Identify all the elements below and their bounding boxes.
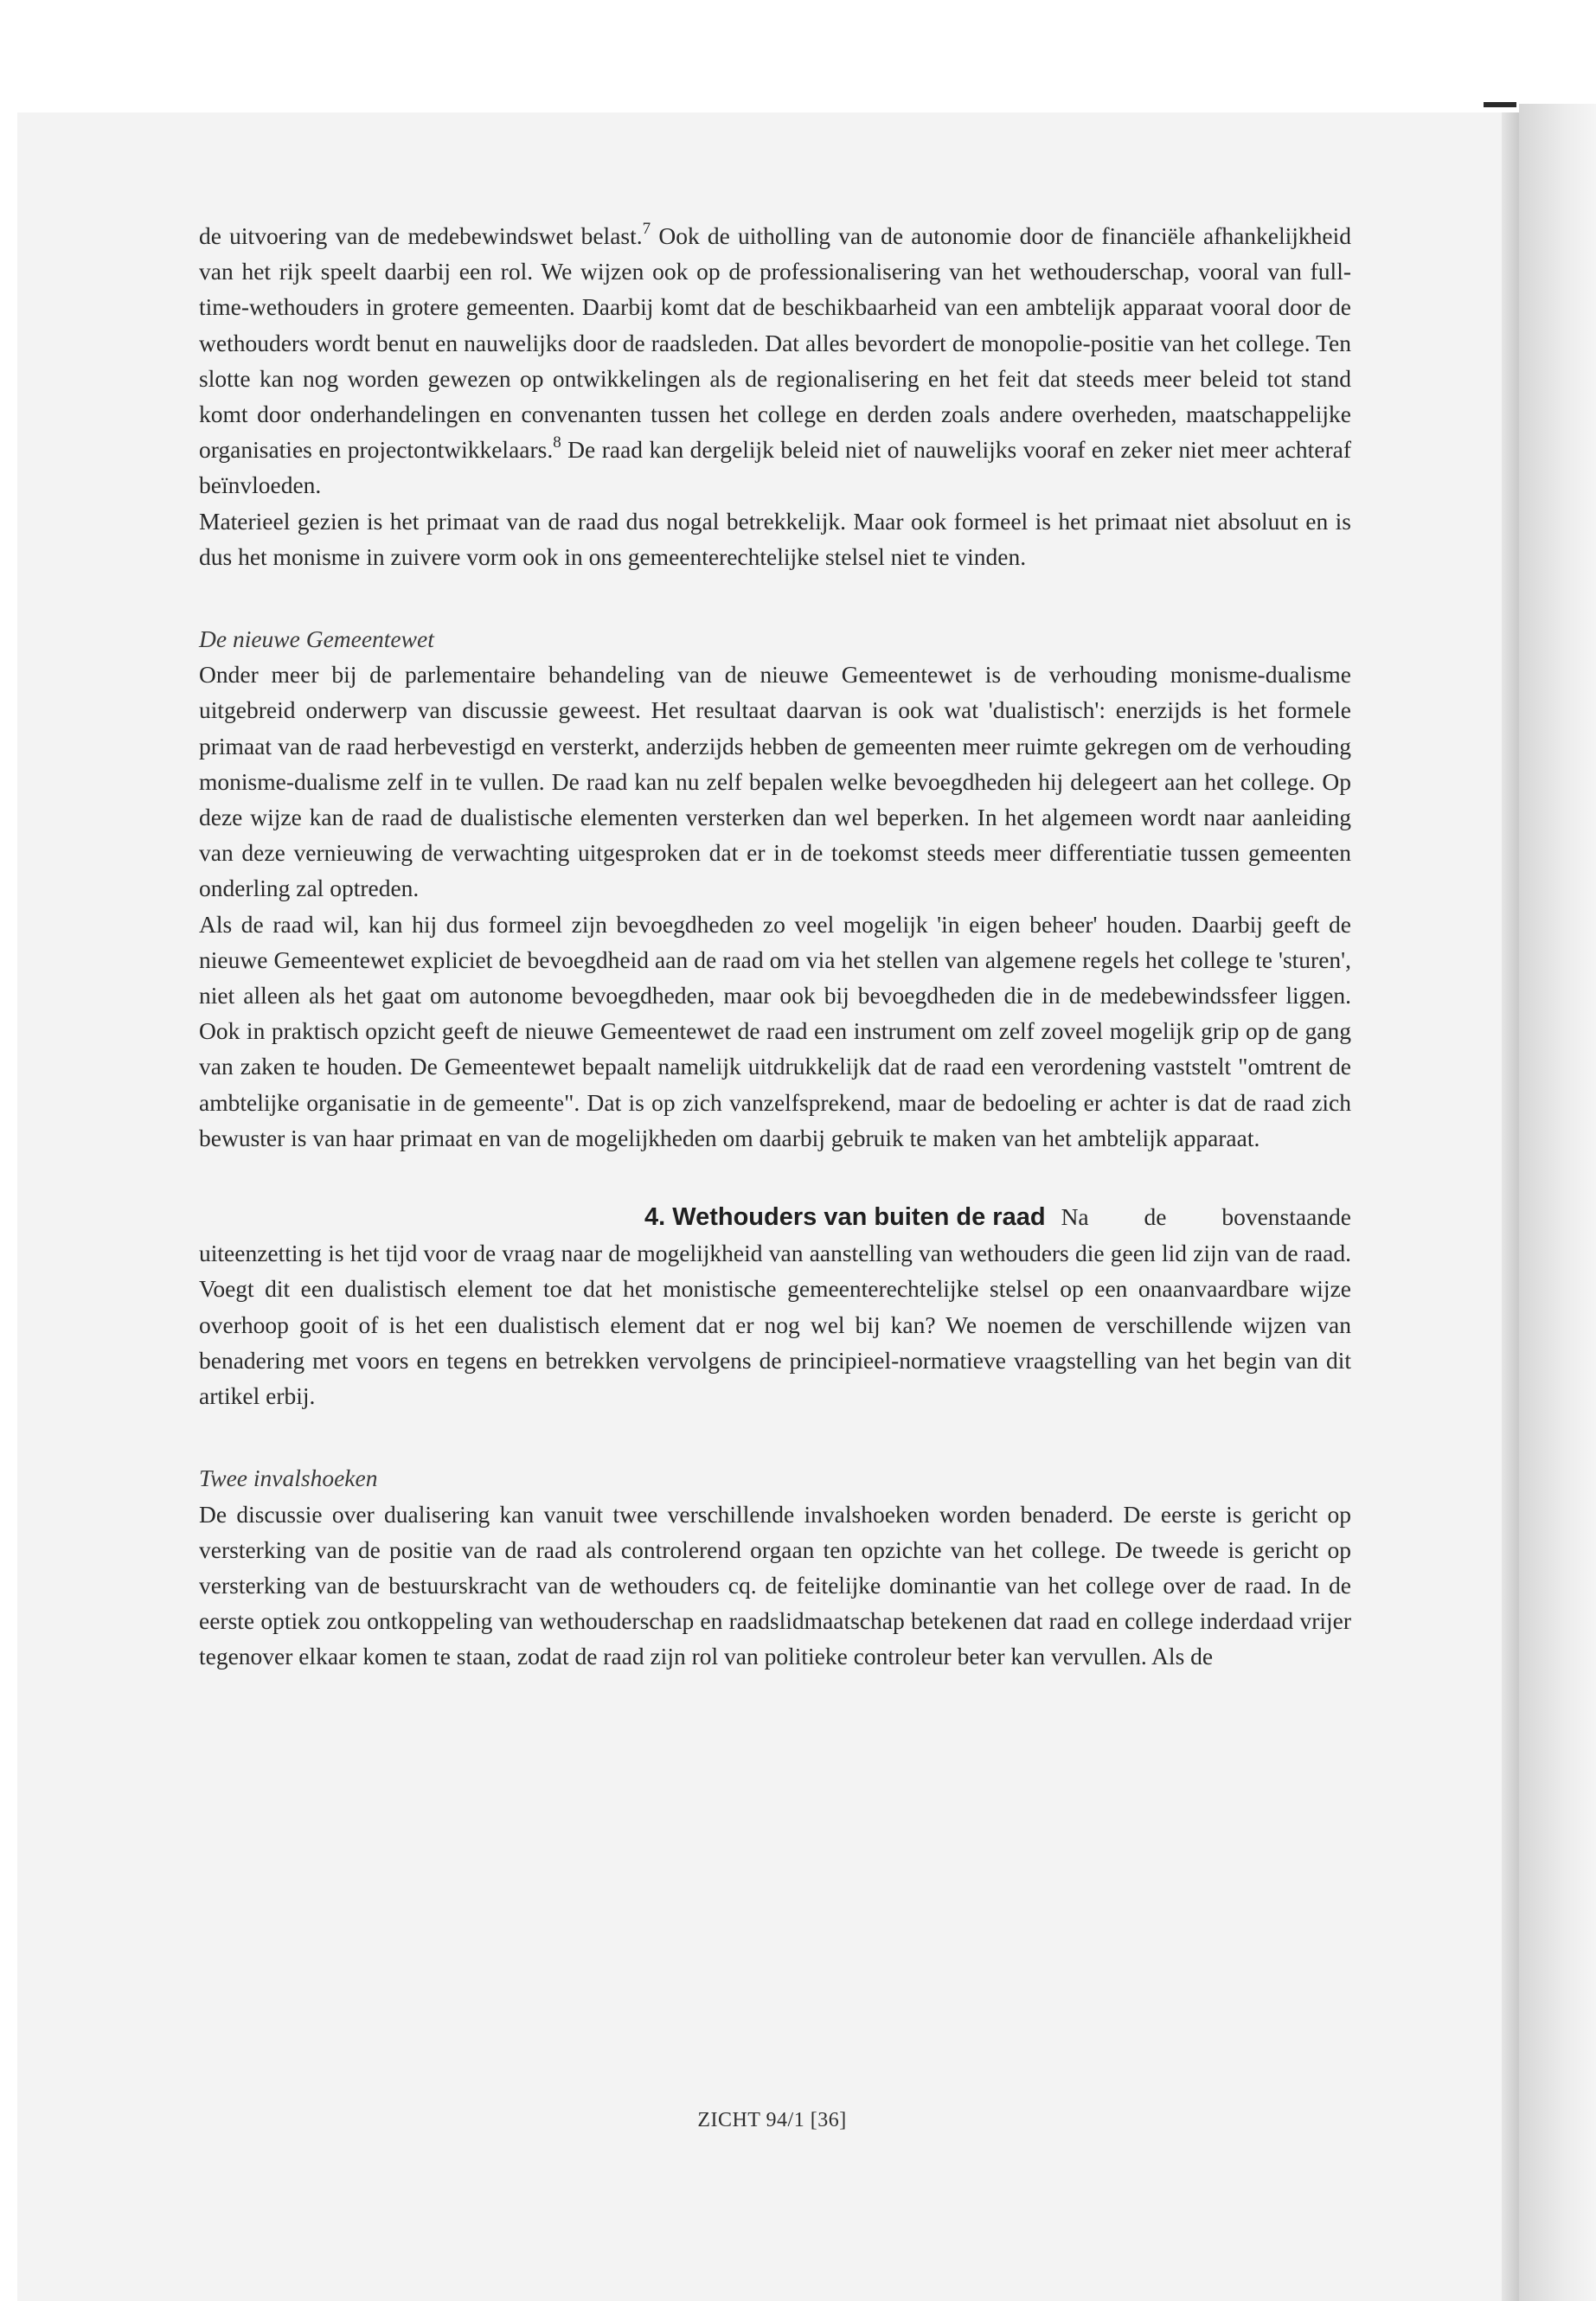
paragraph-1	[199, 218, 1351, 503]
footnote-ref-7[interactable]: 7	[642, 220, 651, 238]
page-footer	[0, 2109, 1596, 2132]
book-spine-shadow	[1502, 112, 1519, 2301]
right-page-edge	[1519, 104, 1596, 2301]
paragraph-3: Onder meer bij de parlementaire behandeling van de nieuwe Gemeentewet is de verhouding monisme-dualisme uitgebreid onderwerp van discussie geweest. Het resultaat daarvan is ook wat 'dualistisch': enerzijds is het formele primaat van de raad herbevestigd en versterkt, anderzijds hebben de gemeenten meer ruimte gekregen om de verhouding monisme-dualisme zelf in te vullen. De raad kan nu zelf bepalen welke bevoegdheden hij delegeert aan het college. Op deze wijze kan de raad de dualistische elementen versterken dan wel beperken. In het algemeen wordt naar aanleiding van deze vernieuwing de verwachting uitgesproken dat er in de toekomst steeds meer differentiatie tussen gemeenten onderling zal optreden.	[199, 661, 1351, 902]
footer-label: ZICHT 94/1 [36]	[697, 2109, 847, 2131]
paragraph-1-part-a: de uitvoering van de medebewindswet belast.	[199, 222, 643, 249]
section-4-heading: 4. Wethouders van buiten de raad	[644, 1203, 1046, 1232]
paragraph-4: Als de raad wil, kan hij dus formeel zijn bevoegdheden zo veel mogelijk 'in eigen beheer' houden. Daarbij geeft de nieuwe Gemeentewet expliciet de bevoegdheid aan de raad om via het stellen van algemene regels het college te 'sturen', niet alleen als het gaat om autonome bevoegdheden, maar ook bij bevoegdheden die in de medebewindssfeer liggen. Ook in praktisch opzicht geeft de nieuwe Gemeentewet de raad een instrument om zelf zoveel mogelijk grip op de gang van zaken te houden. De Gemeentewet bepaalt namelijk uitdrukkelijk dat de raad een verordening vaststelt "omtrent de ambtelijke organisatie in de gemeente". Dat is op zich vanzelfsprekend, maar de bedoeling er achter is dat de raad zich bewuster is van haar primaat en van de mogelijkheden om daarbij gebruik te maken van het ambtelijk apparaat.	[199, 910, 1351, 1151]
paragraph-1-part-b: Ook de uitholling van de autonomie door de financiële afhankelijkheid van het rijk speelt daarbij een rol. We wijzen ook op de professionalisering van het wethouderschap, vooral van full-time-wethouders in grotere gemeenten. Daarbij komt dat de beschikbaarheid van een ambtelijk apparaat vooral door de wethouders wordt benut en nauwelijks door de raadsleden. Dat alles bevordert de monopolie-positie van het college. Ten slotte kan nog worden gewezen op ontwikkelingen als de regionalisering en het feit dat steeds meer beleid tot stand komt door onderhandelingen en convenanten tussen het college en derden zoals andere overheden, maatschappelijke organisaties en projectontwikkelaars.	[199, 222, 1351, 464]
article-body	[199, 218, 1351, 1675]
paragraph-5: De discussie over dualisering kan vanuit twee verschillende invalshoeken worden benaderd. De eerste is gericht op versterking van de positie van de raad als controlerend orgaan ten opzichte van het college. De tweede is gericht op versterking van de bestuurskracht van de wethouders cq. de feitelijke dominantie van het college over de raad. In de eerste optiek zou ontkoppeling van wethouderschap en raadslidmaatschap betekenen dat raad en college inderdaad vrijer tegenover elkaar komen te staan, zodat de raad zijn rol van politieke controleur beter kan vervullen. Als de	[199, 1500, 1351, 1670]
footnote-ref-8[interactable]: 8	[553, 433, 561, 452]
page-edge-mark	[1484, 102, 1516, 107]
paragraph-2: Materieel gezien is het primaat van de raad dus nogal betrekkelijk. Maar ook formeel is het primaat niet absoluut en is dus het monisme in zuivere vorm ook in ons gemeenterechtelijke stelsel niet te vinden.	[199, 507, 1351, 570]
section-4	[199, 1199, 1351, 1413]
subheading-nieuwe-gemeentewet: De nieuwe Gemeentewet	[199, 625, 434, 653]
section-4-text: Na de bovenstaande uiteenzetting is het tijd voor de vraag naar de mogelijkheid van aanstelling van wethouders die geen lid zijn van de raad. Voegt dit een dualistisch element toe dat het monistische gemeenterechtelijke stelsel op een onaanvaardbare wijze overhoop gooit of is het een dualistisch element dat er nog wel bij kan? We noemen de verschillende wijzen van benadering met voors en tegens en betrekken vervolgens de principieel-normatieve vraagstelling van het begin van dit artikel erbij.	[199, 1203, 1351, 1410]
subheading-twee-invalshoeken: Twee invalshoeken	[199, 1465, 378, 1492]
paragraph-1-part-c: De raad kan dergelijk beleid niet of nauwelijks vooraf en zeker niet meer achteraf beïnvloeden.	[199, 436, 1351, 499]
